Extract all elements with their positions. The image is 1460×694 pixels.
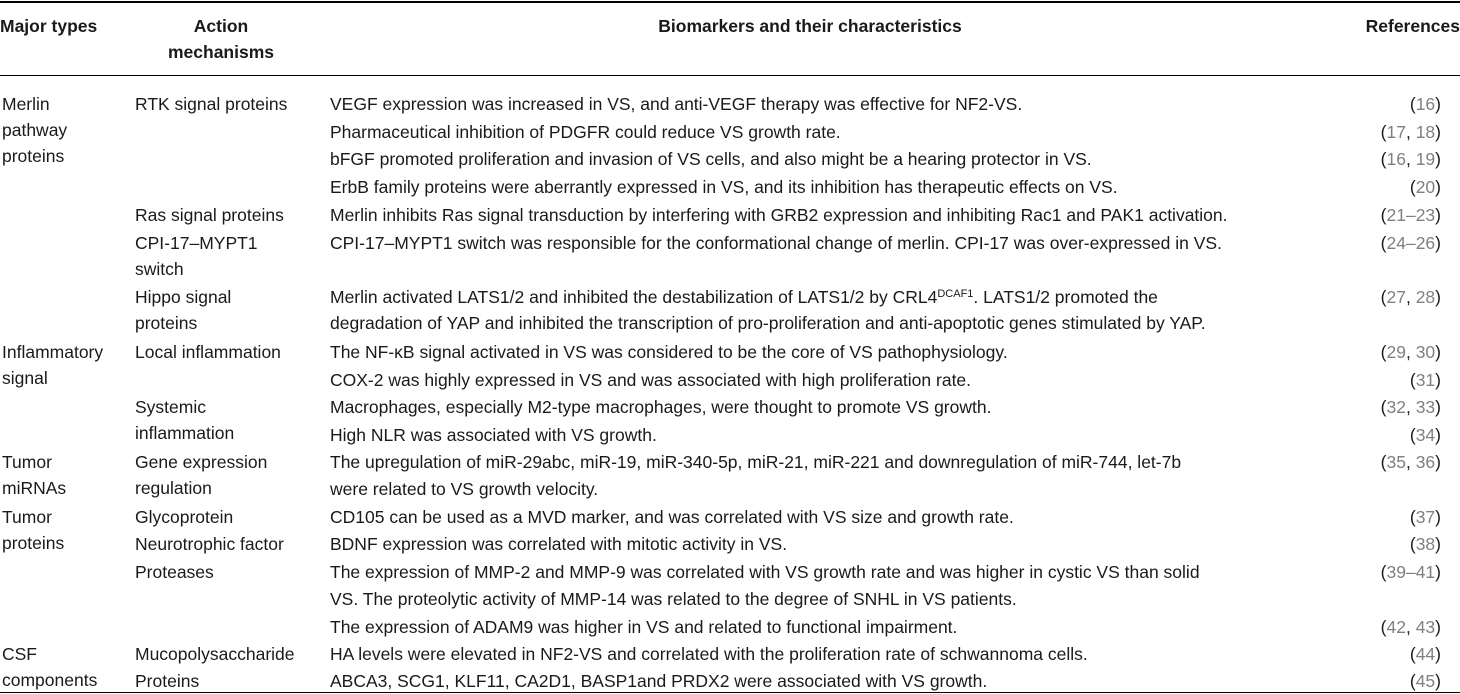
reference-open-paren: (	[1380, 617, 1387, 637]
mechanism-proteases	[135, 559, 214, 585]
reference-close-paren: )	[1435, 534, 1441, 554]
reference-link[interactable]: 44	[1415, 644, 1436, 664]
reference-separator: ,	[1405, 287, 1416, 307]
major-type-line: proteins	[2, 146, 65, 166]
mechanism-rtk	[135, 91, 287, 117]
major-type-line: CSF	[2, 644, 37, 664]
biomarker-text: ErbB family proteins were aberrantly expressed in VS, and its inhibition has therapeutic effects on VS.	[330, 177, 1118, 197]
biomarker-hippo-line-2: degradation of YAP and inhibited the transcription of pro-proliferation and anti-apoptotic genes stimulated by YAP.	[330, 313, 1206, 333]
reference-close-paren: )	[1435, 342, 1441, 362]
reference	[1410, 367, 1441, 393]
reference-close-paren: )	[1435, 617, 1441, 637]
major-type-line: miRNAs	[2, 478, 67, 498]
reference	[1410, 91, 1441, 117]
hippo-superscript: DCAF1	[937, 288, 974, 300]
reference	[1381, 339, 1441, 365]
reference-separator: ,	[1405, 397, 1416, 417]
reference	[1381, 449, 1441, 475]
reference-link[interactable]: 45	[1415, 671, 1436, 691]
reference	[1410, 504, 1441, 530]
mechanism-line: Local inflammation	[135, 342, 281, 362]
reference-link[interactable]: 32	[1386, 397, 1406, 417]
major-type-line: proteins	[2, 533, 65, 553]
biomarker-text: COX-2 was highly expressed in VS and was associated with high proliferation rate.	[330, 370, 972, 390]
header-biomarkers	[540, 13, 1080, 39]
reference-link[interactable]: 18	[1415, 122, 1436, 142]
major-type-line: Merlin	[2, 94, 50, 114]
biomarker-text: VS. The proteolytic activity of MMP-14 was related to the degree of SNHL in VS patients.	[330, 589, 1017, 609]
mechanism-line: proteins	[135, 313, 198, 333]
reference-link[interactable]: 27	[1386, 287, 1406, 307]
mechanism-line: Hippo signal	[135, 287, 232, 307]
reference-link[interactable]: 35	[1386, 452, 1406, 472]
biomarker-text: VEGF expression was increased in VS, and anti-VEGF therapy was effective for NF2-VS.	[330, 94, 1023, 114]
reference-open-paren: (	[1380, 122, 1387, 142]
mechanism-glycoprotein	[135, 504, 233, 530]
mechanism-neurotrophic	[135, 531, 284, 557]
mechanism-line: Proteins	[135, 671, 200, 691]
reference-close-paren: )	[1435, 671, 1441, 691]
mechanism-line: inflammation	[135, 423, 235, 443]
major-type-tumor-proteins	[2, 504, 64, 556]
reference-link[interactable]: 38	[1415, 534, 1436, 554]
reference-open-paren: (	[1380, 397, 1387, 417]
reference-link[interactable]: 21–23	[1386, 205, 1436, 225]
biomarker-text: Pharmaceutical inhibition of PDGFR could reduce VS growth rate.	[330, 122, 841, 142]
major-type-line: pathway	[2, 120, 68, 140]
biomarker-text: High NLR was associated with VS growth.	[330, 425, 657, 445]
reference-open-paren: (	[1380, 233, 1387, 253]
mechanism-systemic-inflammation	[135, 394, 234, 446]
reference-close-paren: )	[1435, 425, 1441, 445]
biomarker-text: The upregulation of miR-29abc, miR-19, miR-340-5p, miR-21, miR-221 and downregulation of miR-744, let-7b	[330, 452, 1182, 472]
reference-separator: ,	[1405, 122, 1416, 142]
reference-close-paren: )	[1435, 507, 1441, 527]
reference-link[interactable]: 39–41	[1386, 562, 1436, 582]
reference-link[interactable]: 42	[1386, 617, 1406, 637]
biomarker-text: CD105 can be used as a MVD marker, and was correlated with VS size and growth rate.	[330, 507, 1014, 527]
reference-open-paren: (	[1380, 205, 1387, 225]
header-references-text: References	[1365, 16, 1460, 36]
biomarker-text: The expression of ADAM9 was higher in VS and related to functional impairment.	[330, 617, 958, 637]
biomarker-text: Merlin inhibits Ras signal transduction by interfering with GRB2 expression and inhibiting Rac1 and PAK1 activation.	[330, 205, 1228, 225]
reference-open-paren: (	[1409, 534, 1416, 554]
reference	[1381, 230, 1441, 256]
reference-link[interactable]: 43	[1415, 617, 1436, 637]
reference-close-paren: )	[1435, 370, 1441, 390]
mechanism-local-inflammation	[135, 339, 281, 365]
reference-open-paren: (	[1409, 177, 1416, 197]
major-type-line: components	[2, 670, 98, 690]
biomarker-text: CPI-17–MYPT1 switch was responsible for the conformational change of merlin. CPI-17 was over-expressed in VS.	[330, 233, 1222, 253]
reference-open-paren: (	[1409, 671, 1416, 691]
reference	[1410, 422, 1441, 448]
header-rule	[0, 75, 1460, 76]
reference-open-paren: (	[1380, 562, 1387, 582]
reference-close-paren: )	[1435, 205, 1441, 225]
table-top-rule	[0, 1, 1460, 3]
mechanism-line: Systemic	[135, 397, 206, 417]
reference-link[interactable]: 33	[1415, 397, 1436, 417]
mechanism-line: regulation	[135, 478, 212, 498]
reference-link[interactable]: 16	[1386, 149, 1406, 169]
header-action-line-1: Action	[193, 16, 249, 36]
reference-open-paren: (	[1380, 287, 1387, 307]
mechanism-line: RTK signal proteins	[135, 94, 288, 114]
mechanism-line: Gene expression	[135, 452, 268, 472]
mechanism-line: CPI-17–MYPT1	[135, 233, 258, 253]
biomarker-hippo-line-1	[330, 284, 1206, 310]
reference-separator: ,	[1405, 149, 1416, 169]
header-major-types	[0, 13, 116, 39]
reference	[1381, 614, 1441, 640]
reference	[1410, 174, 1441, 200]
reference-link[interactable]: 28	[1415, 287, 1436, 307]
reference-open-paren: (	[1409, 94, 1416, 114]
reference-open-paren: (	[1409, 507, 1416, 527]
major-type-merlin	[2, 91, 67, 169]
reference-link[interactable]: 29	[1386, 342, 1406, 362]
reference-close-paren: )	[1435, 122, 1441, 142]
reference	[1381, 146, 1441, 172]
reference-open-paren: (	[1409, 370, 1416, 390]
mechanism-line: switch	[135, 259, 184, 279]
mechanism-line: Proteases	[135, 562, 214, 582]
mechanism-ras	[135, 202, 284, 228]
major-type-line: Tumor	[2, 507, 52, 527]
reference-link[interactable]: 34	[1415, 425, 1436, 445]
mechanism-cpi17	[135, 230, 258, 282]
reference	[1410, 668, 1441, 694]
biomarker-text: ABCA3, SCG1, KLF11, CA2D1, BASP1and PRDX2 were associated with VS growth.	[330, 671, 988, 691]
biomarker-text: The NF-κB signal activated in VS was considered to be the core of VS pathophysiology.	[330, 342, 1008, 362]
reference-link[interactable]: 30	[1415, 342, 1436, 362]
major-type-tumor-mirnas	[2, 449, 66, 501]
reference-link[interactable]: 17	[1386, 122, 1406, 142]
header-major-types-text: Major types	[0, 16, 98, 36]
mechanism-gene-expression	[135, 449, 267, 501]
reference-open-paren: (	[1380, 452, 1387, 472]
mechanism-hippo	[135, 284, 231, 336]
reference-close-paren: )	[1435, 94, 1441, 114]
reference-link[interactable]: 24–26	[1386, 233, 1436, 253]
biomarker-text: bFGF promoted proliferation and invasion of VS cells, and also might be a hearing protector in VS.	[330, 149, 1092, 169]
reference-link[interactable]: 37	[1415, 507, 1436, 527]
header-action-mechanisms	[138, 13, 304, 65]
biomarker-text: HA levels were elevated in NF2-VS and correlated with the proliferation rate of schwannoma cells.	[330, 644, 1088, 664]
reference	[1381, 559, 1441, 585]
hippo-text-pre: Merlin activated LATS1/2 and inhibited the destabilization of LATS1/2 by CRL4	[330, 287, 938, 307]
reference-close-paren: )	[1435, 644, 1441, 664]
reference-close-paren: )	[1435, 149, 1441, 169]
reference-open-paren: (	[1380, 342, 1387, 362]
reference-close-paren: )	[1435, 452, 1441, 472]
header-biomarkers-text: Biomarkers and their characteristics	[658, 16, 962, 36]
mechanism-line: Ras signal proteins	[135, 205, 284, 225]
reference-link[interactable]: 31	[1415, 370, 1436, 390]
mechanism-line: Glycoprotein	[135, 507, 234, 527]
mechanism-line: Neurotrophic factor	[135, 534, 284, 554]
reference-link[interactable]: 19	[1415, 149, 1436, 169]
major-type-line: Tumor	[2, 452, 52, 472]
reference-link[interactable]: 16	[1415, 94, 1436, 114]
reference	[1410, 641, 1441, 667]
reference-link[interactable]: 20	[1415, 177, 1436, 197]
reference-separator: ,	[1405, 452, 1416, 472]
mechanism-line: Mucopolysaccharide	[135, 644, 295, 664]
biomarker-text: BDNF expression was correlated with mitotic activity in VS.	[330, 534, 788, 554]
header-action-line-2: mechanisms	[167, 42, 275, 62]
biomarker-text: were related to VS growth velocity.	[330, 479, 599, 499]
reference-link[interactable]: 36	[1415, 452, 1436, 472]
hippo-text-post: . LATS1/2 promoted the	[973, 287, 1158, 307]
header-references	[1330, 13, 1460, 39]
mechanism-proteins	[135, 668, 199, 694]
reference-close-paren: )	[1435, 287, 1441, 307]
reference	[1381, 284, 1441, 310]
reference-open-paren: (	[1380, 149, 1387, 169]
mechanism-mucopolysaccharide	[135, 641, 295, 667]
major-type-csf	[2, 641, 97, 693]
biomarker-text: Macrophages, especially M2-type macrophages, were thought to promote VS growth.	[330, 397, 992, 417]
reference	[1410, 531, 1441, 557]
reference-separator: ,	[1405, 342, 1416, 362]
reference-open-paren: (	[1409, 425, 1416, 445]
reference-close-paren: )	[1435, 233, 1441, 253]
major-type-inflammatory	[2, 339, 103, 391]
major-type-line: Inflammatory	[2, 342, 104, 362]
reference-close-paren: )	[1435, 177, 1441, 197]
reference	[1381, 202, 1441, 228]
major-type-line: signal	[2, 368, 48, 388]
biomarker-text: The expression of MMP-2 and MMP-9 was correlated with VS growth rate and was higher in cystic VS than solid	[330, 562, 1200, 582]
reference	[1381, 119, 1441, 145]
reference-separator: ,	[1405, 617, 1416, 637]
reference-close-paren: )	[1435, 397, 1441, 417]
reference-open-paren: (	[1409, 644, 1416, 664]
reference-close-paren: )	[1435, 562, 1441, 582]
reference	[1381, 394, 1441, 420]
biomarker-hippo	[330, 284, 1206, 336]
